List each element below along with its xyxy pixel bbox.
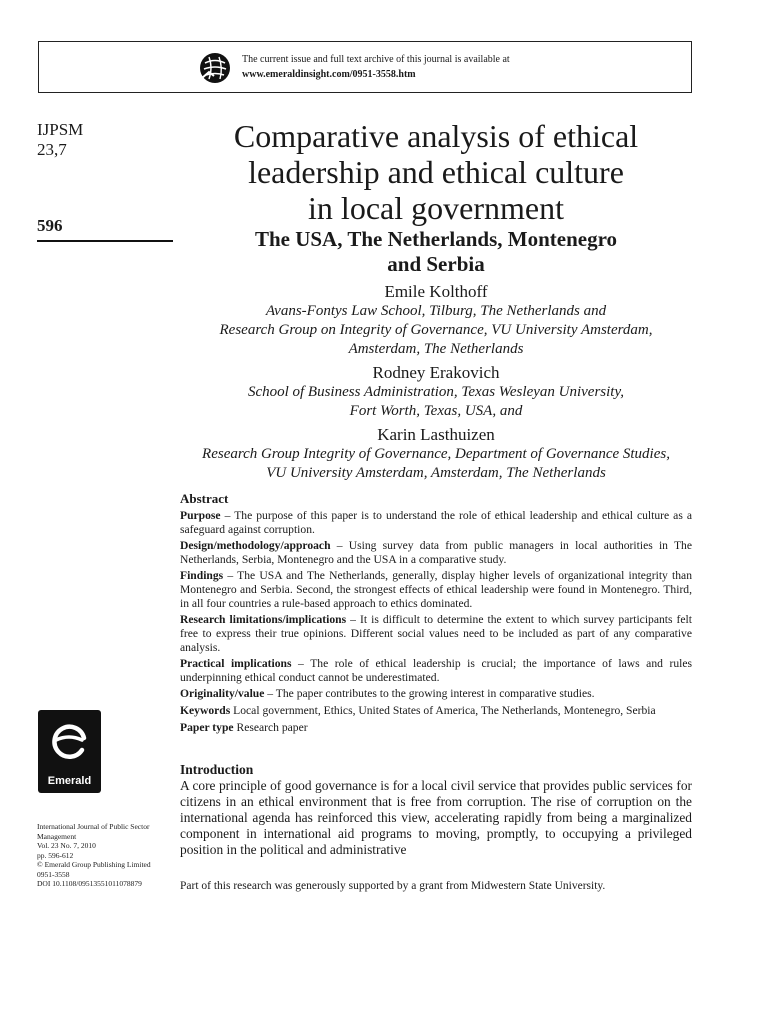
journal-code: IJPSM — [37, 120, 84, 139]
abstract-label: Findings — [180, 569, 224, 582]
publication-info — [37, 822, 177, 889]
pubinfo-line: DOI 10.1108/09513551011078879 — [37, 879, 142, 888]
journal-volume: 23,7 — [37, 140, 67, 159]
abstract-label: Design/methodology/approach — [180, 539, 331, 552]
journal-url-link[interactable]: www.emeraldinsight.com/0951-3558.htm — [242, 69, 416, 80]
affiliation-line: VU University Amsterdam, Amsterdam, The Netherlands — [266, 465, 606, 481]
subtitle-line: The USA, The Netherlands, Montenegro — [254, 227, 618, 251]
pubinfo-line: © Emerald Group Publishing Limited — [37, 860, 151, 869]
affiliation-line: Research Group on Integrity of Governance, VU University Amsterdam, — [219, 322, 653, 338]
abstract-label: Purpose — [180, 509, 221, 522]
affiliation-line: Amsterdam, The Netherlands — [348, 341, 524, 357]
abstract-item-design — [180, 539, 692, 567]
title-line: leadership and ethical culture — [248, 154, 624, 190]
abstract-label: Originality/value — [180, 687, 265, 700]
introduction-heading: Introduction — [180, 762, 254, 777]
globe-icon — [199, 52, 231, 84]
abstract-text: – The purpose of this paper is to understand the role of ethical leadership and ethical culture as a safeguard against corruption. — [180, 509, 692, 536]
abstract-label: Research limitations/implications — [180, 613, 347, 626]
subtitle-line: and Serbia — [387, 252, 485, 276]
author-affiliation — [180, 445, 692, 483]
abstract-item-limitations — [180, 613, 692, 655]
page-number: 596 — [37, 216, 63, 235]
author-affiliation — [180, 302, 692, 359]
pubinfo-line: Management — [37, 831, 77, 841]
abstract-text: – The role of ethical leadership is crucial; the importance of laws and rules underpinning ethical conduct cannot be underestimated. — [180, 657, 692, 684]
publisher-logo — [38, 710, 101, 793]
pubinfo-line: 0951-3558 — [37, 869, 70, 879]
paper-type-label: Paper type — [180, 721, 234, 734]
affiliation-line: Avans-Fontys Law School, Tilburg, The Netherlands and — [265, 303, 607, 319]
affiliation-line: Research Group Integrity of Governance, Department of Governance Studies, — [202, 446, 670, 462]
abstract-item-practical — [180, 657, 692, 685]
author-list — [180, 280, 692, 487]
introduction-text: A core principle of good governance is for a local civil service that provides public services for citizens in an ethical environment that is free from corruption. The rise of corruption on the international agenda has reinforced this view, accelerating rapidly from being a marginalized component in international aid programs to moving, promptly, to occupying a privileged position in the political and administrative — [180, 778, 692, 857]
affiliation-line: School of Business Administration, Texas Wesleyan University, — [247, 384, 625, 400]
paper-type-text: Research paper — [233, 721, 308, 734]
page-number-rule — [37, 240, 173, 242]
keywords-label: Keywords — [180, 704, 231, 717]
abstract-text: – It is difficult to determine the extent to which survey participants felt free to express their true opinions. Different social values need to be included as part of any comparative analysis. — [180, 613, 692, 654]
archive-banner — [38, 41, 692, 93]
abstract-item-findings — [180, 569, 692, 611]
abstract-item-originality — [180, 687, 692, 701]
journal-code-block — [37, 120, 83, 160]
abstract-heading: Abstract — [180, 491, 229, 506]
footnote: Part of this research was generously supported by a grant from Midwestern State University. — [180, 880, 606, 892]
paper-type — [180, 721, 692, 735]
logo-word: Emerald — [47, 775, 92, 787]
abstract-section — [180, 492, 692, 737]
keywords-text: Local government, Ethics, United States of America, The Netherlands, Montenegro, Serbia — [230, 704, 656, 717]
author-name: Emile Kolthoff — [384, 282, 488, 301]
title-line: Comparative analysis of ethical — [233, 118, 639, 154]
abstract-item-purpose — [180, 509, 692, 537]
pubinfo-line: pp. 596-612 — [37, 850, 74, 860]
abstract-text: – The USA and The Netherlands, generally, display higher levels of organizational integrity than Montenegro and Serbia. Second, the strongest effects of ethical leadership were found in Montenegro. Third, in all four countries a rule-based approach to ethics dominated. — [180, 569, 692, 610]
pubinfo-line: Vol. 23 No. 7, 2010 — [37, 841, 96, 850]
author-name: Rodney Erakovich — [372, 363, 500, 382]
title-line: in local government — [308, 190, 564, 226]
paper-title — [180, 118, 692, 226]
abstract-text: – Using survey data from public managers in local authorities in The Netherlands, Serbia, Montenegro and the USA in a comparative study. — [180, 539, 692, 566]
author-affiliation — [180, 383, 692, 421]
affiliation-line: Fort Worth, Texas, USA, and — [349, 403, 523, 419]
pubinfo-line: International Journal of Public Sector — [37, 822, 150, 831]
keywords — [180, 704, 692, 718]
author-name: Karin Lasthuizen — [377, 425, 495, 444]
banner-line: The current issue and full text archive of this journal is available at — [242, 54, 510, 65]
introduction-section — [180, 762, 692, 858]
paper-subtitle — [180, 227, 692, 277]
emerald-logo-icon — [38, 710, 101, 772]
abstract-label: Practical implications — [180, 657, 292, 670]
abstract-text: – The paper contributes to the growing interest in comparative studies. — [264, 687, 595, 700]
